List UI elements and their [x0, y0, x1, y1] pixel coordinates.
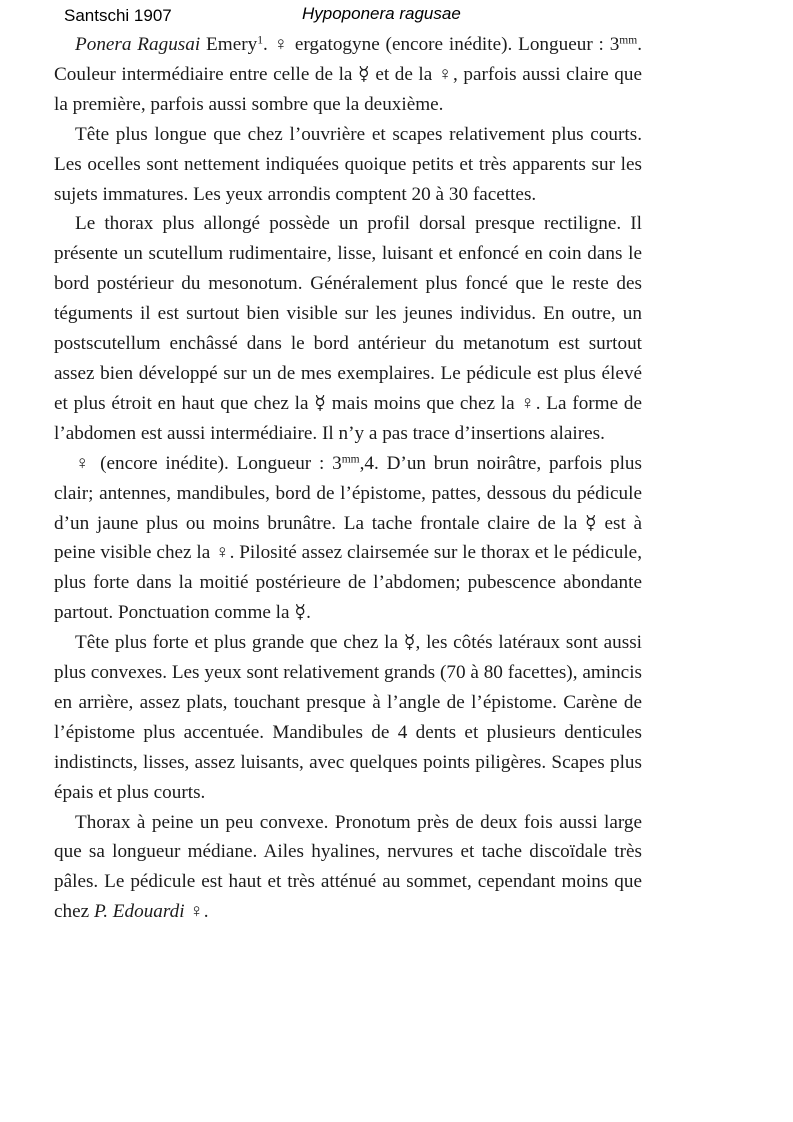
paragraph-text: ♀ (encore inédite). Longueur : 3	[75, 452, 342, 474]
paragraph-female-thorax	[54, 808, 642, 928]
paragraph-text: . Couleur intermédiaire entre celle de la ☿ et de la ♀, parfois aussi claire que la première, parfois aussi sombre que la deuxième.	[54, 34, 643, 115]
paragraph-female-head: Tête plus forte et plus grande que chez la ☿, les côtés latéraux sont aussi plus convexes. Les yeux sont relativement grands (70 à 80 facettes), amincis en arrière, assez plats, touchant presque à l’angle de l’épistome. Carène de l’épistome plus accentuée. Mandibules de 4 dents et plusieurs denticules indistincts, lisses, assez luisants, avec quelques points piligères. Scapes plus épais et plus courts.	[54, 632, 642, 803]
paragraph-female	[54, 449, 642, 628]
header-author-year: Santschi 1907	[64, 6, 172, 25]
paragraph-text: ♀.	[184, 901, 209, 923]
page-header	[0, 6, 793, 28]
paragraph-text: . ♀ ergatogyne (encore inédite). Longueur : 3	[262, 34, 620, 55]
species-author: Emery	[200, 34, 258, 55]
body-text	[54, 30, 642, 927]
paragraph-text: Thorax à peine un peu convexe. Pronotum près de deux fois aussi large que sa longueur médiane. Ailes hyalines, nervures et tache discoïdale très pâles. Le pédicule est haut et très atténué au sommet, cependant moins que chez	[54, 811, 642, 923]
paragraph-thorax: Le thorax plus allongé possède un profil dorsal presque rectiligne. Il présente un scutellum rudimentaire, lisse, luisant et enfoncé en coin dans le bord postérieur du mesonotum. Généralement plus foncé que le reste des téguments il est surtout bien visible sur les jeunes individus. En outre, un postscutellum enchâssé dans le bord antérieur du metanotum est surtout assez bien développé sur un de mes exemplaires. Le pédicule est plus élevé et plus étroit en haut que chez la ☿ mais moins que chez la ♀. La forme de l’abdomen est aussi intermédiaire. Il n’y a pas trace d’insertions alaires.	[54, 213, 642, 444]
species-name: Ponera Ragusai	[75, 34, 201, 55]
unit-superscript: mm	[341, 453, 360, 466]
header-species-name: Hypoponera ragusae	[302, 4, 461, 23]
unit-superscript: mm	[619, 34, 638, 47]
paragraph-ergatogyne	[54, 30, 642, 120]
species-name: P. Edouardi	[93, 901, 185, 923]
paragraph-text: ,4. D’un brun noirâtre, parfois plus clair; antennes, mandibules, bord de l’épistome, pattes, dessous du pédicule d’un jaune plus ou moins brunâtre. La tache frontale claire de la ☿ est à peine visible chez la ♀. Pilosité assez clairsemée sur le thorax et le pédicule, plus forte dans la moitié postérieure de l’abdomen; pubescence abondante partout. Ponctuation comme la ☿.	[54, 452, 642, 624]
footnote-mark: 1	[257, 34, 263, 47]
paragraph-head: Tête plus longue que chez l’ouvrière et scapes relativement plus courts. Les ocelles sont nettement indiquées quoique petits et très apparents sur les sujets immatures. Les yeux arrondis comptent 20 à 30 facettes.	[54, 123, 642, 205]
